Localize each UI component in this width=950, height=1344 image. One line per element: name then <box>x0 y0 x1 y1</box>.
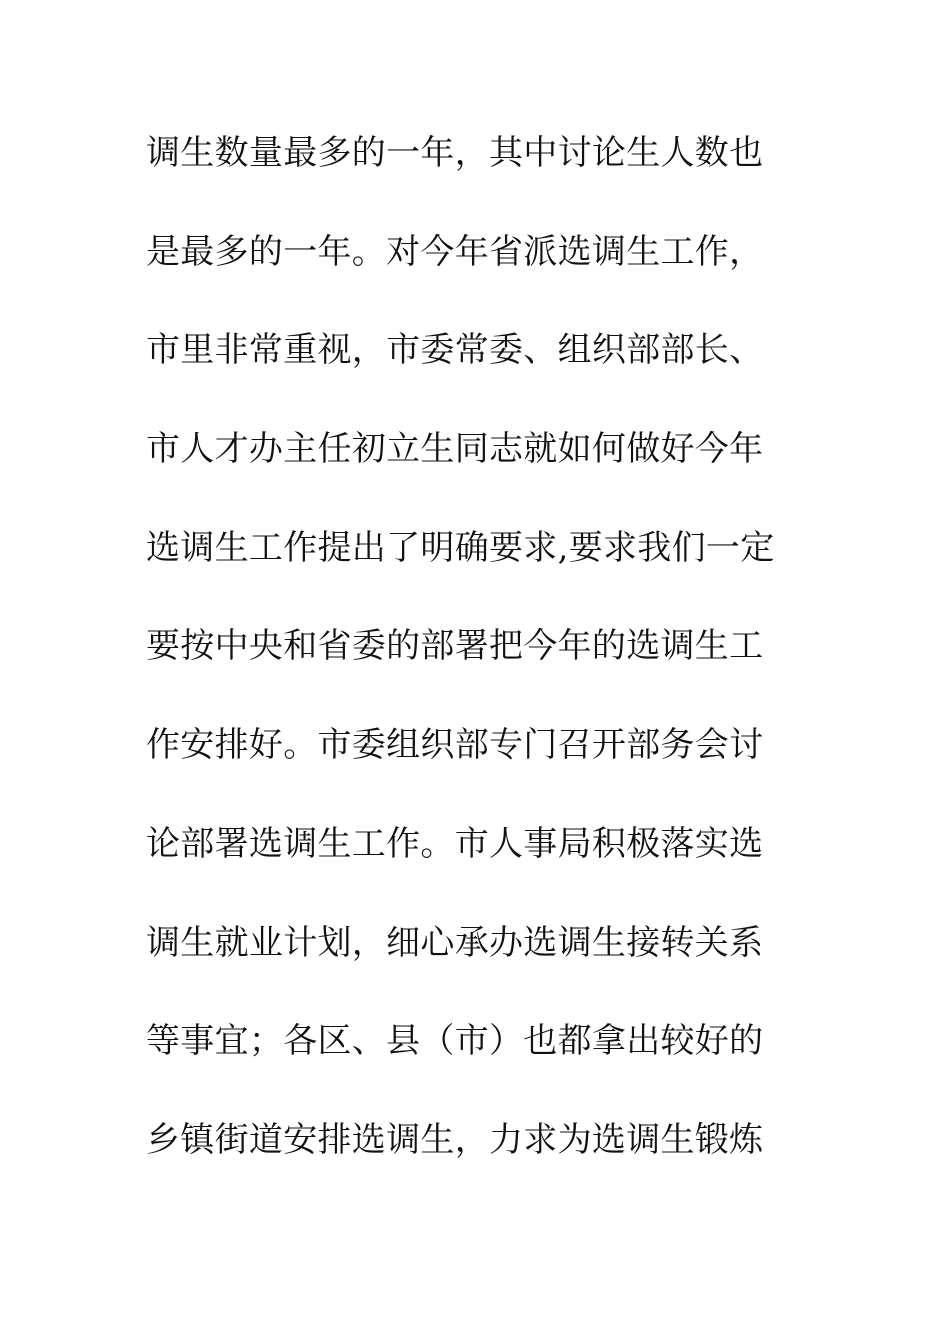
text-line: 论部署选调生工作。市人事局积极落实选 <box>146 823 764 864</box>
text-line: 选调生工作提出了明确要求,要求我们一定 <box>146 527 775 568</box>
text-line: 等事宜；各区、县（市）也都拿出较好的 <box>146 1021 764 1062</box>
text-line: 市人才办主任初立生同志就如何做好今年 <box>146 429 764 470</box>
text-line: 要按中央和省委的部署把今年的选调生工 <box>146 626 764 667</box>
text-line: 是最多的一年。对今年省派选调生工作， <box>146 231 764 272</box>
text-line: 调生数量最多的一年，其中讨论生人数也 <box>146 133 764 173</box>
text-line: 作安排好。市委组织部专门召开部务会讨 <box>146 725 764 766</box>
text-line: 乡镇街道安排选调生，力求为选调生锻炼 <box>146 1119 764 1160</box>
text-line: 市里非常重视，市委常委、组织部部长、 <box>146 330 764 371</box>
body-text <box>146 120 806 1206</box>
text-line: 调生就业计划，细心承办选调生接转关系 <box>146 922 764 963</box>
